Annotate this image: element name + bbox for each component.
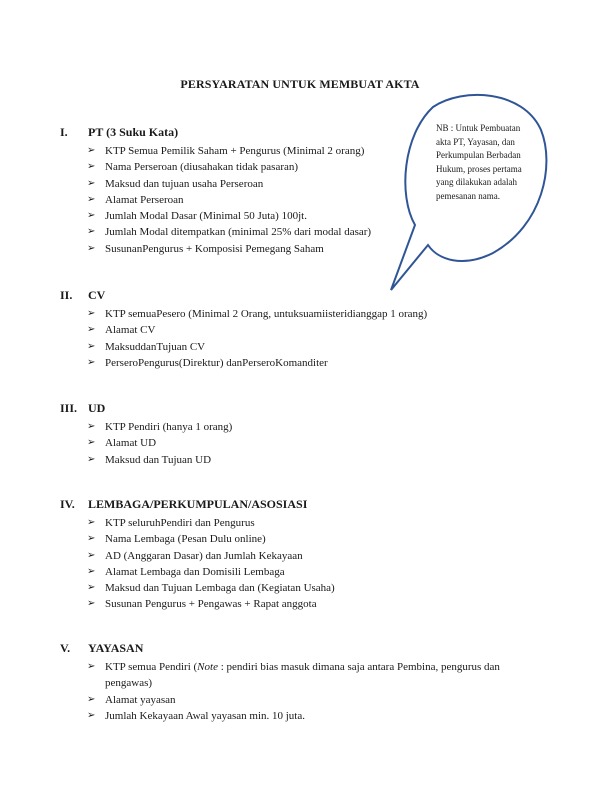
arrow-bullet-icon: ➢ [87, 421, 96, 432]
arrow-bullet-icon: ➢ [87, 437, 96, 449]
section-number: V. [60, 641, 71, 655]
list-item: ➢ PerseroPengurus(Direktur) danPerseroKomanditer [0, 355, 600, 371]
arrow-bullet-icon: ➢ [87, 193, 96, 205]
list-item: ➢ Alamat yayasan [0, 692, 600, 708]
note-line: Hukum, proses pertama [436, 163, 522, 174]
section-yayasan [0, 641, 600, 724]
arrow-bullet-icon: ➢ [87, 709, 96, 721]
arrow-bullet-icon: ➢ [87, 324, 96, 336]
list-item: ➢ KTP Pendiri (hanya 1 orang) [0, 419, 600, 435]
arrow-bullet-icon: ➢ [87, 242, 96, 254]
list-item: ➢ KTP semua Pendiri (Note : pendiri bias masuk dimana saja antara Pembina, pengurus dan pengawas) [87, 661, 500, 690]
list-item: ➢ Nama Lembaga (Pesan Dulu online) [0, 531, 600, 547]
arrow-bullet-icon: ➢ [87, 308, 96, 319]
list-item: ➢ Jumlah Kekayaan Awal yayasan min. 10 juta. [0, 708, 600, 724]
section-pt [0, 125, 600, 257]
arrow-bullet-icon: ➢ [87, 517, 96, 528]
section-number: I. [60, 125, 68, 139]
document-title: PERSYARATAN UNTUK MEMBUAT AKTA [180, 77, 420, 91]
arrow-bullet-icon: ➢ [87, 565, 96, 577]
section-number: IV. [60, 497, 75, 511]
list-item: ➢ SusunanPengurus + Komposisi Pemegang Saham [0, 241, 600, 257]
section-title: UD [88, 401, 106, 415]
list-item: ➢ MaksuddanTujuan CV [0, 339, 600, 355]
arrow-bullet-icon: ➢ [87, 693, 96, 705]
section-ud [0, 401, 600, 468]
arrow-bullet-icon: ➢ [87, 161, 96, 173]
list-item: ➢ Alamat Perseroan [0, 192, 600, 208]
arrow-bullet-icon: ➢ [87, 226, 96, 238]
note-line: NB : Untuk Pembuatan [436, 123, 521, 133]
arrow-bullet-icon: ➢ [87, 177, 96, 189]
section-number: II. [60, 288, 73, 302]
section-lembaga [0, 497, 600, 613]
note-line: yang dilakukan adalah [436, 177, 517, 187]
arrow-bullet-icon: ➢ [87, 210, 96, 222]
arrow-bullet-icon: ➢ [87, 453, 96, 465]
list-item: ➢ Susunan Pengurus + Pengawas + Rapat anggota [0, 596, 600, 612]
note-line: pemesanan nama. [436, 190, 500, 201]
list-item: ➢ KTP seluruhPendiri dan Pengurus [0, 515, 600, 531]
arrow-bullet-icon: ➢ [87, 582, 96, 594]
list-item: ➢ AD (Anggaran Dasar) dan Jumlah Kekayaan [0, 548, 600, 564]
list-item: ➢ Maksud dan tujuan usaha Perseroan [0, 176, 600, 192]
section-title: PT (3 Suku Kata) [88, 125, 179, 139]
section-title: LEMBAGA/PERKUMPULAN/ASOSIASI [88, 497, 308, 511]
note-line: akta PT, Yayasan, dan [436, 136, 515, 147]
list-item: ➢ Maksud dan Tujuan Lembaga dan (Kegiatan Usaha) [0, 580, 600, 596]
arrow-bullet-icon: ➢ [87, 356, 96, 368]
arrow-bullet-icon: ➢ [87, 598, 96, 610]
list-item: ➢ Jumlah Modal ditempatkan (minimal 25% dari modal dasar) [0, 224, 600, 240]
list-item: ➢ Alamat UD [0, 435, 600, 451]
arrow-bullet-icon: ➢ [87, 340, 96, 352]
list-item: ➢ KTP Semua Pemilik Saham + Pengurus (Minimal 2 orang) [0, 143, 600, 159]
list-item: ➢ Alamat Lembaga dan Domisili Lembaga [0, 564, 600, 580]
section-cv [0, 288, 600, 371]
arrow-bullet-icon: ➢ [87, 661, 96, 672]
section-title: YAYASAN [88, 641, 144, 655]
list-item: ➢ Alamat CV [0, 322, 600, 338]
section-number: III. [60, 401, 78, 415]
arrow-bullet-icon: ➢ [87, 145, 96, 156]
arrow-bullet-icon: ➢ [87, 533, 96, 545]
list-item: ➢ Jumlah Modal Dasar (Minimal 50 Juta) 100jt. [0, 208, 600, 224]
arrow-bullet-icon: ➢ [87, 549, 96, 561]
list-item: ➢ KTP semuaPesero (Minimal 2 Orang, untuksuamiisteridianggap 1 orang) [0, 306, 600, 322]
section-title: CV [88, 288, 106, 302]
list-item: ➢ Nama Perseroan (diusahakan tidak pasaran) [0, 159, 600, 175]
note-line: Perkumpulan Berbadan [436, 150, 521, 160]
list-item: ➢ Maksud dan Tujuan UD [0, 452, 600, 468]
